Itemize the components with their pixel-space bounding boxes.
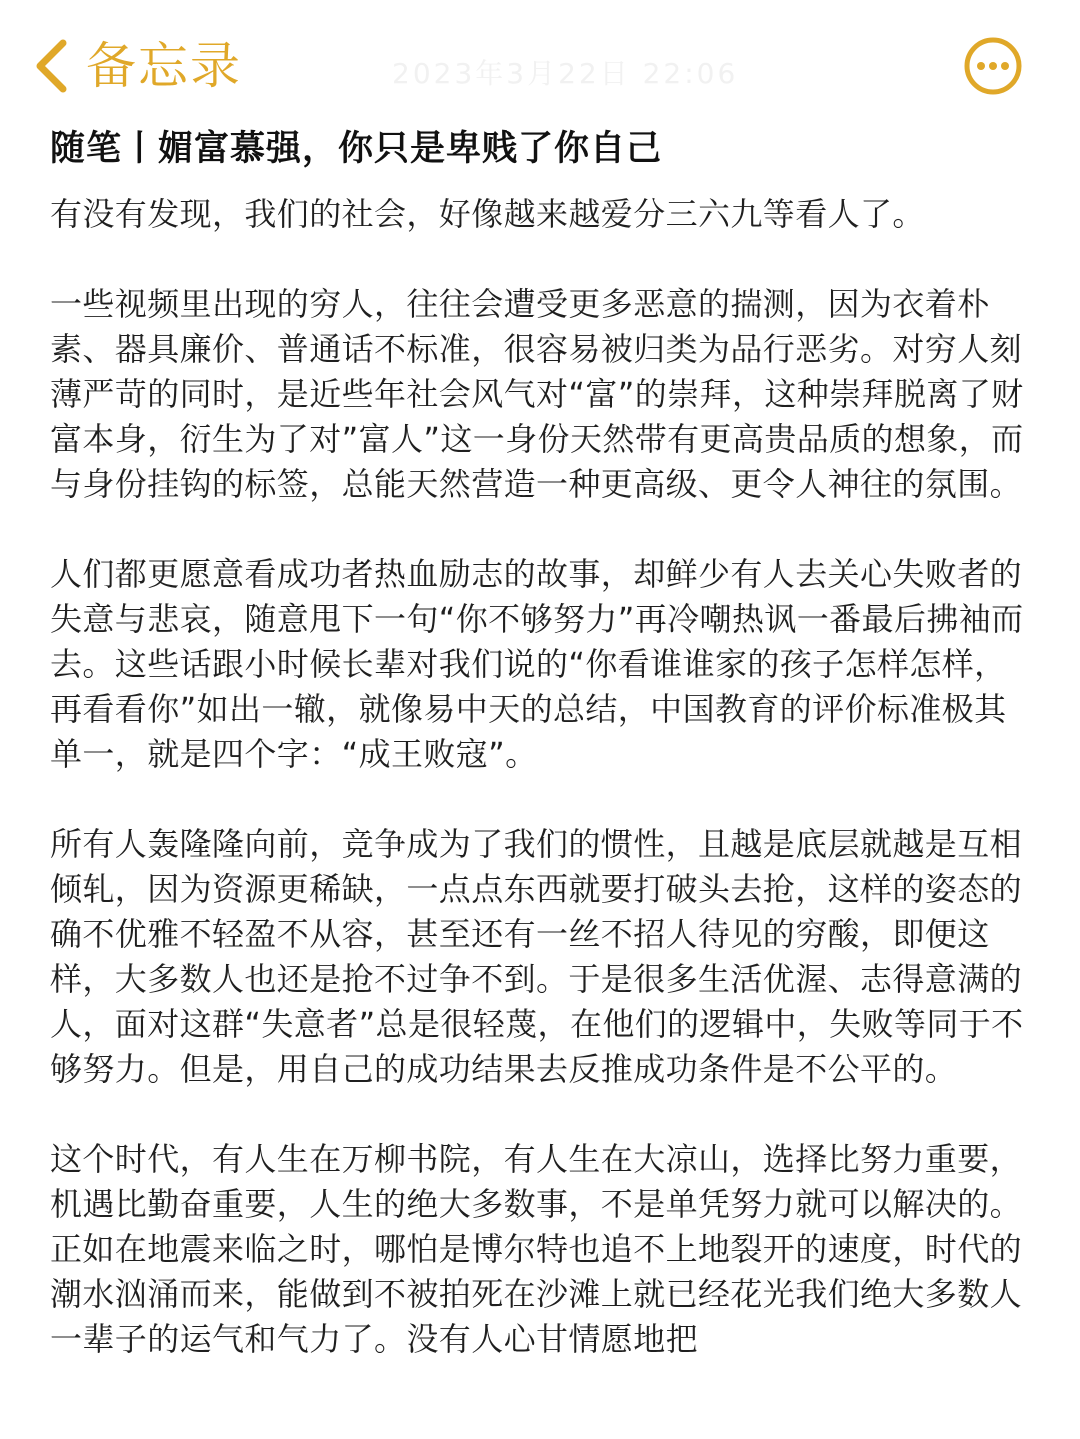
note-title: 随笔丨媚富慕强，你只是卑贱了你自己 (50, 129, 663, 169)
note-paragraph: 这个时代，有人生在万柳书院，有人生在大凉山，选择比努力重要，机遇比勤奋重要，人生的绝大多数事，不是单凭努力就可以解决的。正如在地震来临之时，哪怕是博尔特也追不上地裂开的速度，时代的潮水汹涌而来，能做到不被拍死在沙滩上就已经花光我们绝大多数人一辈子的运气和气力了。没有人心甘情愿地把 (50, 1140, 1023, 1358)
note-date: 2023年3月22日 22:06 (392, 57, 739, 90)
note-paragraph: 一些视频里出现的穷人，往往会遭受更多恶意的揣测，因为衣着朴素、器具廉价、普通话不标准，很容易被归类为品行恶劣。对穷人刻薄严苛的同时，是近些年社会风气对“富”的崇拜，这种崇拜脱离了财富本身，衍生为了对”富人”这一身份天然带有更高贵品质的想象，而与身份挂钩的标签，总能天然营造一种更高级、更令人神往的氛围。 (50, 285, 1024, 503)
chevron-left-icon (34, 39, 68, 93)
back-button[interactable] (34, 36, 242, 96)
note-content[interactable] (50, 124, 1035, 1362)
navigation-bar (0, 0, 1080, 125)
note-paragraph: 有没有发现，我们的社会，好像越来越爱分三六九等看人了。 (50, 195, 925, 233)
back-label: 备忘录 (86, 37, 242, 95)
note-paragraph: 人们都更愿意看成功者热血励志的故事，却鲜少有人去关心失败者的失意与悲哀，随意甩下一句“你不够努力”再冷嘲热讽一番最后拂袖而去。这些话跟小时候长辈对我们说的“你看谁谁家的孩子怎样怎样，再看看你”如出一辙，就像易中天的总结，中国教育的评价标准极其单一，就是四个字：“成王败寇”。 (50, 555, 1024, 773)
ellipsis-circle-icon (963, 36, 1023, 96)
note-paragraph: 所有人轰隆隆向前，竞争成为了我们的惯性，且越是底层就越是互相倾轧，因为资源更稀缺，一点点东西就要打破头去抢，这样的姿态的确不优雅不轻盈不从容，甚至还有一丝不招人待见的穷酸，即便这样，大多数人也还是抢不过争不到。于是很多生活优渥、志得意满的人，面对这群“失意者”总是很轻蔑，在他们的逻辑中，失败等同于不够努力。但是，用自己的成功结果去反推成功条件是不公平的。 (50, 825, 1024, 1088)
more-button[interactable] (963, 36, 1023, 96)
